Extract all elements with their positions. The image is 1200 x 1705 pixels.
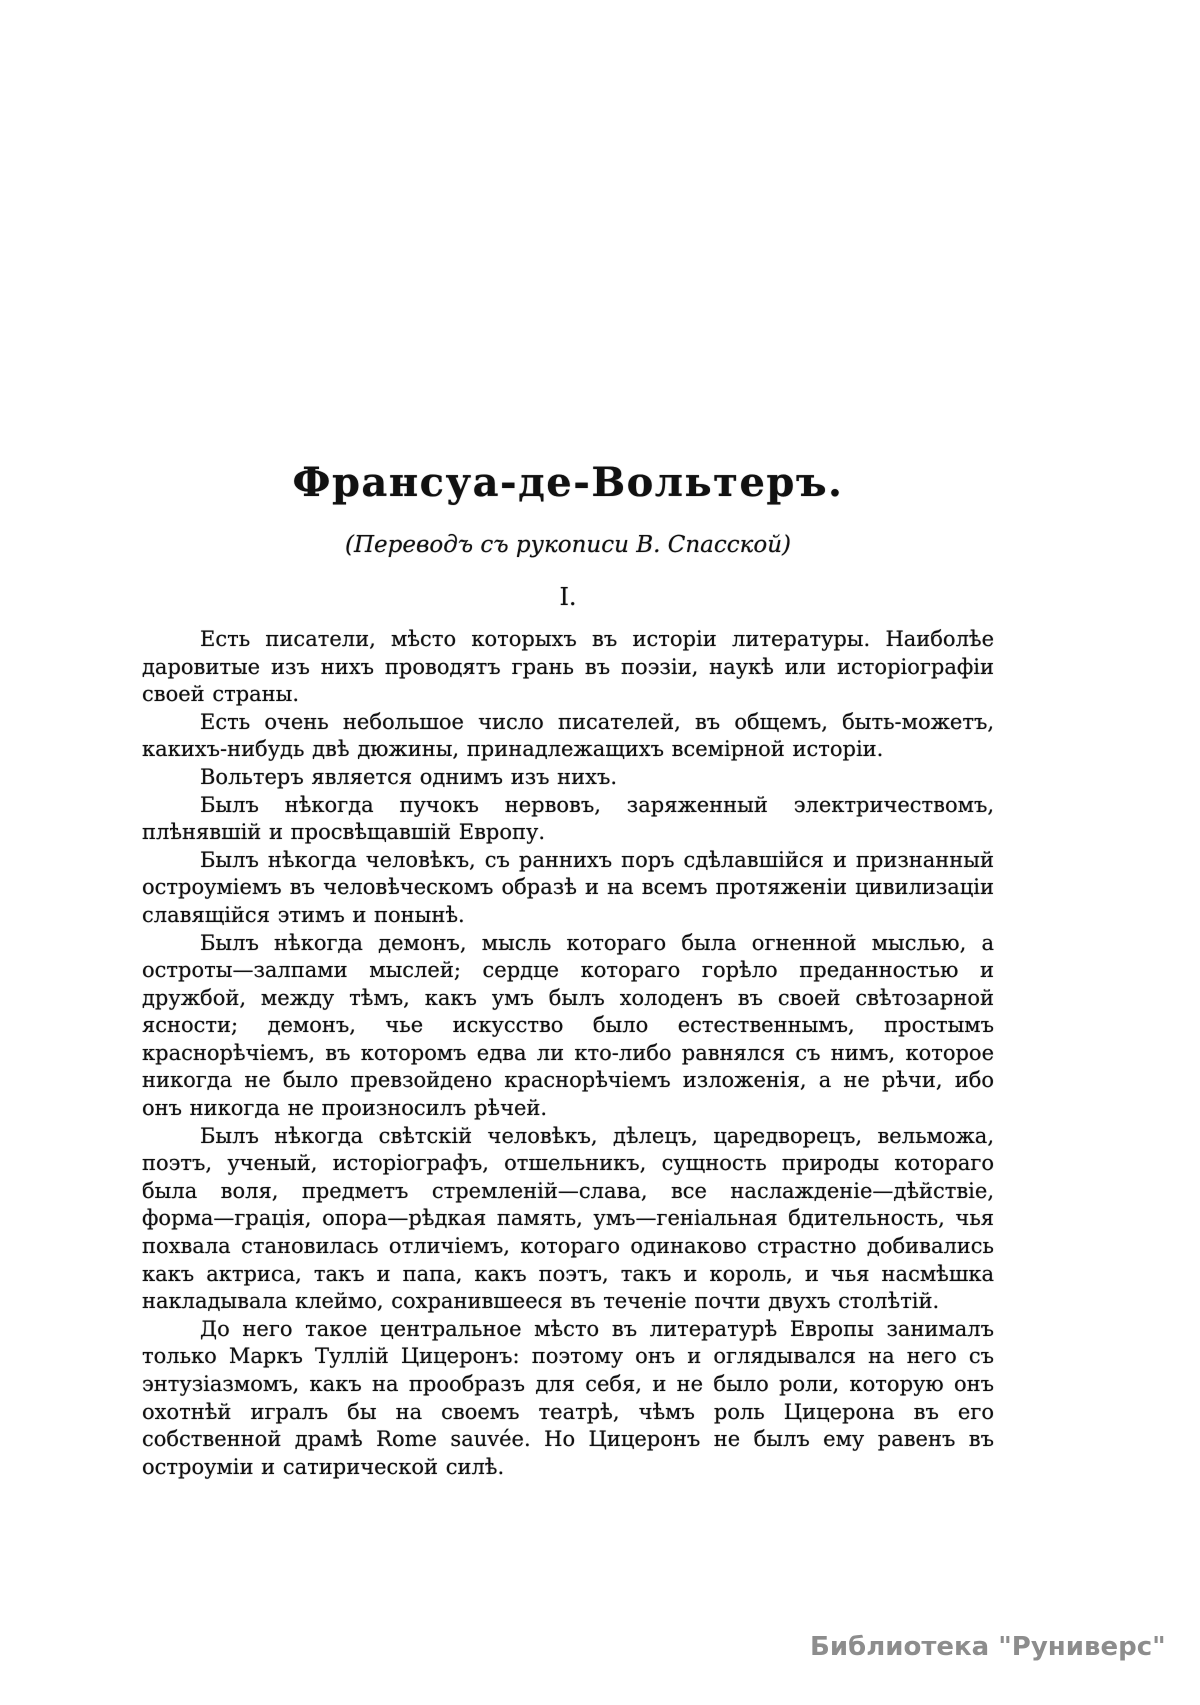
translation-note: (Переводъ съ рукописи В. Спасской) (344, 532, 791, 558)
page-title: Франсуа-де-Вольтеръ. (292, 459, 844, 506)
paragraph: Есть очень небольшое число писателей, въ общемъ, быть-можетъ, какихъ-нибудь двѣ дюжины, принадлежащихъ всемірной исторіи. (142, 709, 994, 762)
paragraph: Былъ нѣкогда демонъ, мысль котораго была огненной мыслью, а остроты—залпами мыслей; сердце котораго горѣло преданностью и дружбой, между тѣмъ, какъ умъ былъ холоденъ въ своей свѣтозарной ясности; демонъ, чье искусство было естественнымъ, простымъ краснорѣчіемъ, въ которомъ едва ли кто-либо равнялся съ нимъ, которое никогда не было превзойдено краснорѣчіемъ изложенія, а не рѣчи, ибо онъ никогда не произносилъ рѣчей. (142, 930, 994, 1121)
paragraph: Есть писатели, мѣсто которыхъ въ исторіи литературы. Наиболѣе даровитые изъ нихъ проводятъ грань въ поэзіи, наукѣ или исторіографіи своей страны. (142, 626, 994, 707)
paragraph: Былъ нѣкогда пучокъ нервовъ, заряженный электричествомъ, плѣнявшій и просвѣщавшій Европу. (142, 792, 994, 845)
paragraph: До него такое центральное мѣсто въ литературѣ Европы занималъ только Маркъ Туллій Цицеронъ: поэтому онъ и оглядывался на него съ энтузіазмомъ, какъ на прообразъ для себя, и не было роли, которую онъ охотнѣй игралъ бы на своемъ театрѣ, чѣмъ роль Цицерона въ его собственной драмѣ Rome sauvée. Но Цицеронъ не былъ ему равенъ въ остроуміи и сатирической силѣ. (142, 1316, 994, 1479)
page-text-column (142, 460, 994, 1481)
section-heading: I. (559, 582, 577, 611)
body-paragraphs (142, 626, 994, 1481)
paragraph: Былъ нѣкогда человѣкъ, съ раннихъ поръ сдѣлавшійся и признанный остроуміемъ въ человѣческомъ образѣ и на всемъ протяженіи цивилизаціи славящійся этимъ и понынѣ. (142, 847, 994, 927)
paragraph: Вольтеръ является однимъ изъ нихъ. (200, 764, 618, 789)
library-watermark: Библиотека "Руниверс" (810, 1632, 1166, 1662)
paragraph: Былъ нѣкогда свѣтскій человѣкъ, дѣлецъ, царедворецъ, вельможа, поэтъ, ученый, исторіографъ, отшельникъ, сущность природы котораго была воля, предметъ стремленій—слава, все наслажденіе—дѣйствіе, форма—грація, опора—рѣдкая память, умъ—геніальная бдительность, чья похвала становилась отличіемъ, котораго одинаково страстно добивались какъ актриса, такъ и папа, какъ поэтъ, такъ и король, и чья насмѣшка накладывала клеймо, сохранившееся въ теченіе почти двухъ столѣтій. (142, 1123, 994, 1314)
